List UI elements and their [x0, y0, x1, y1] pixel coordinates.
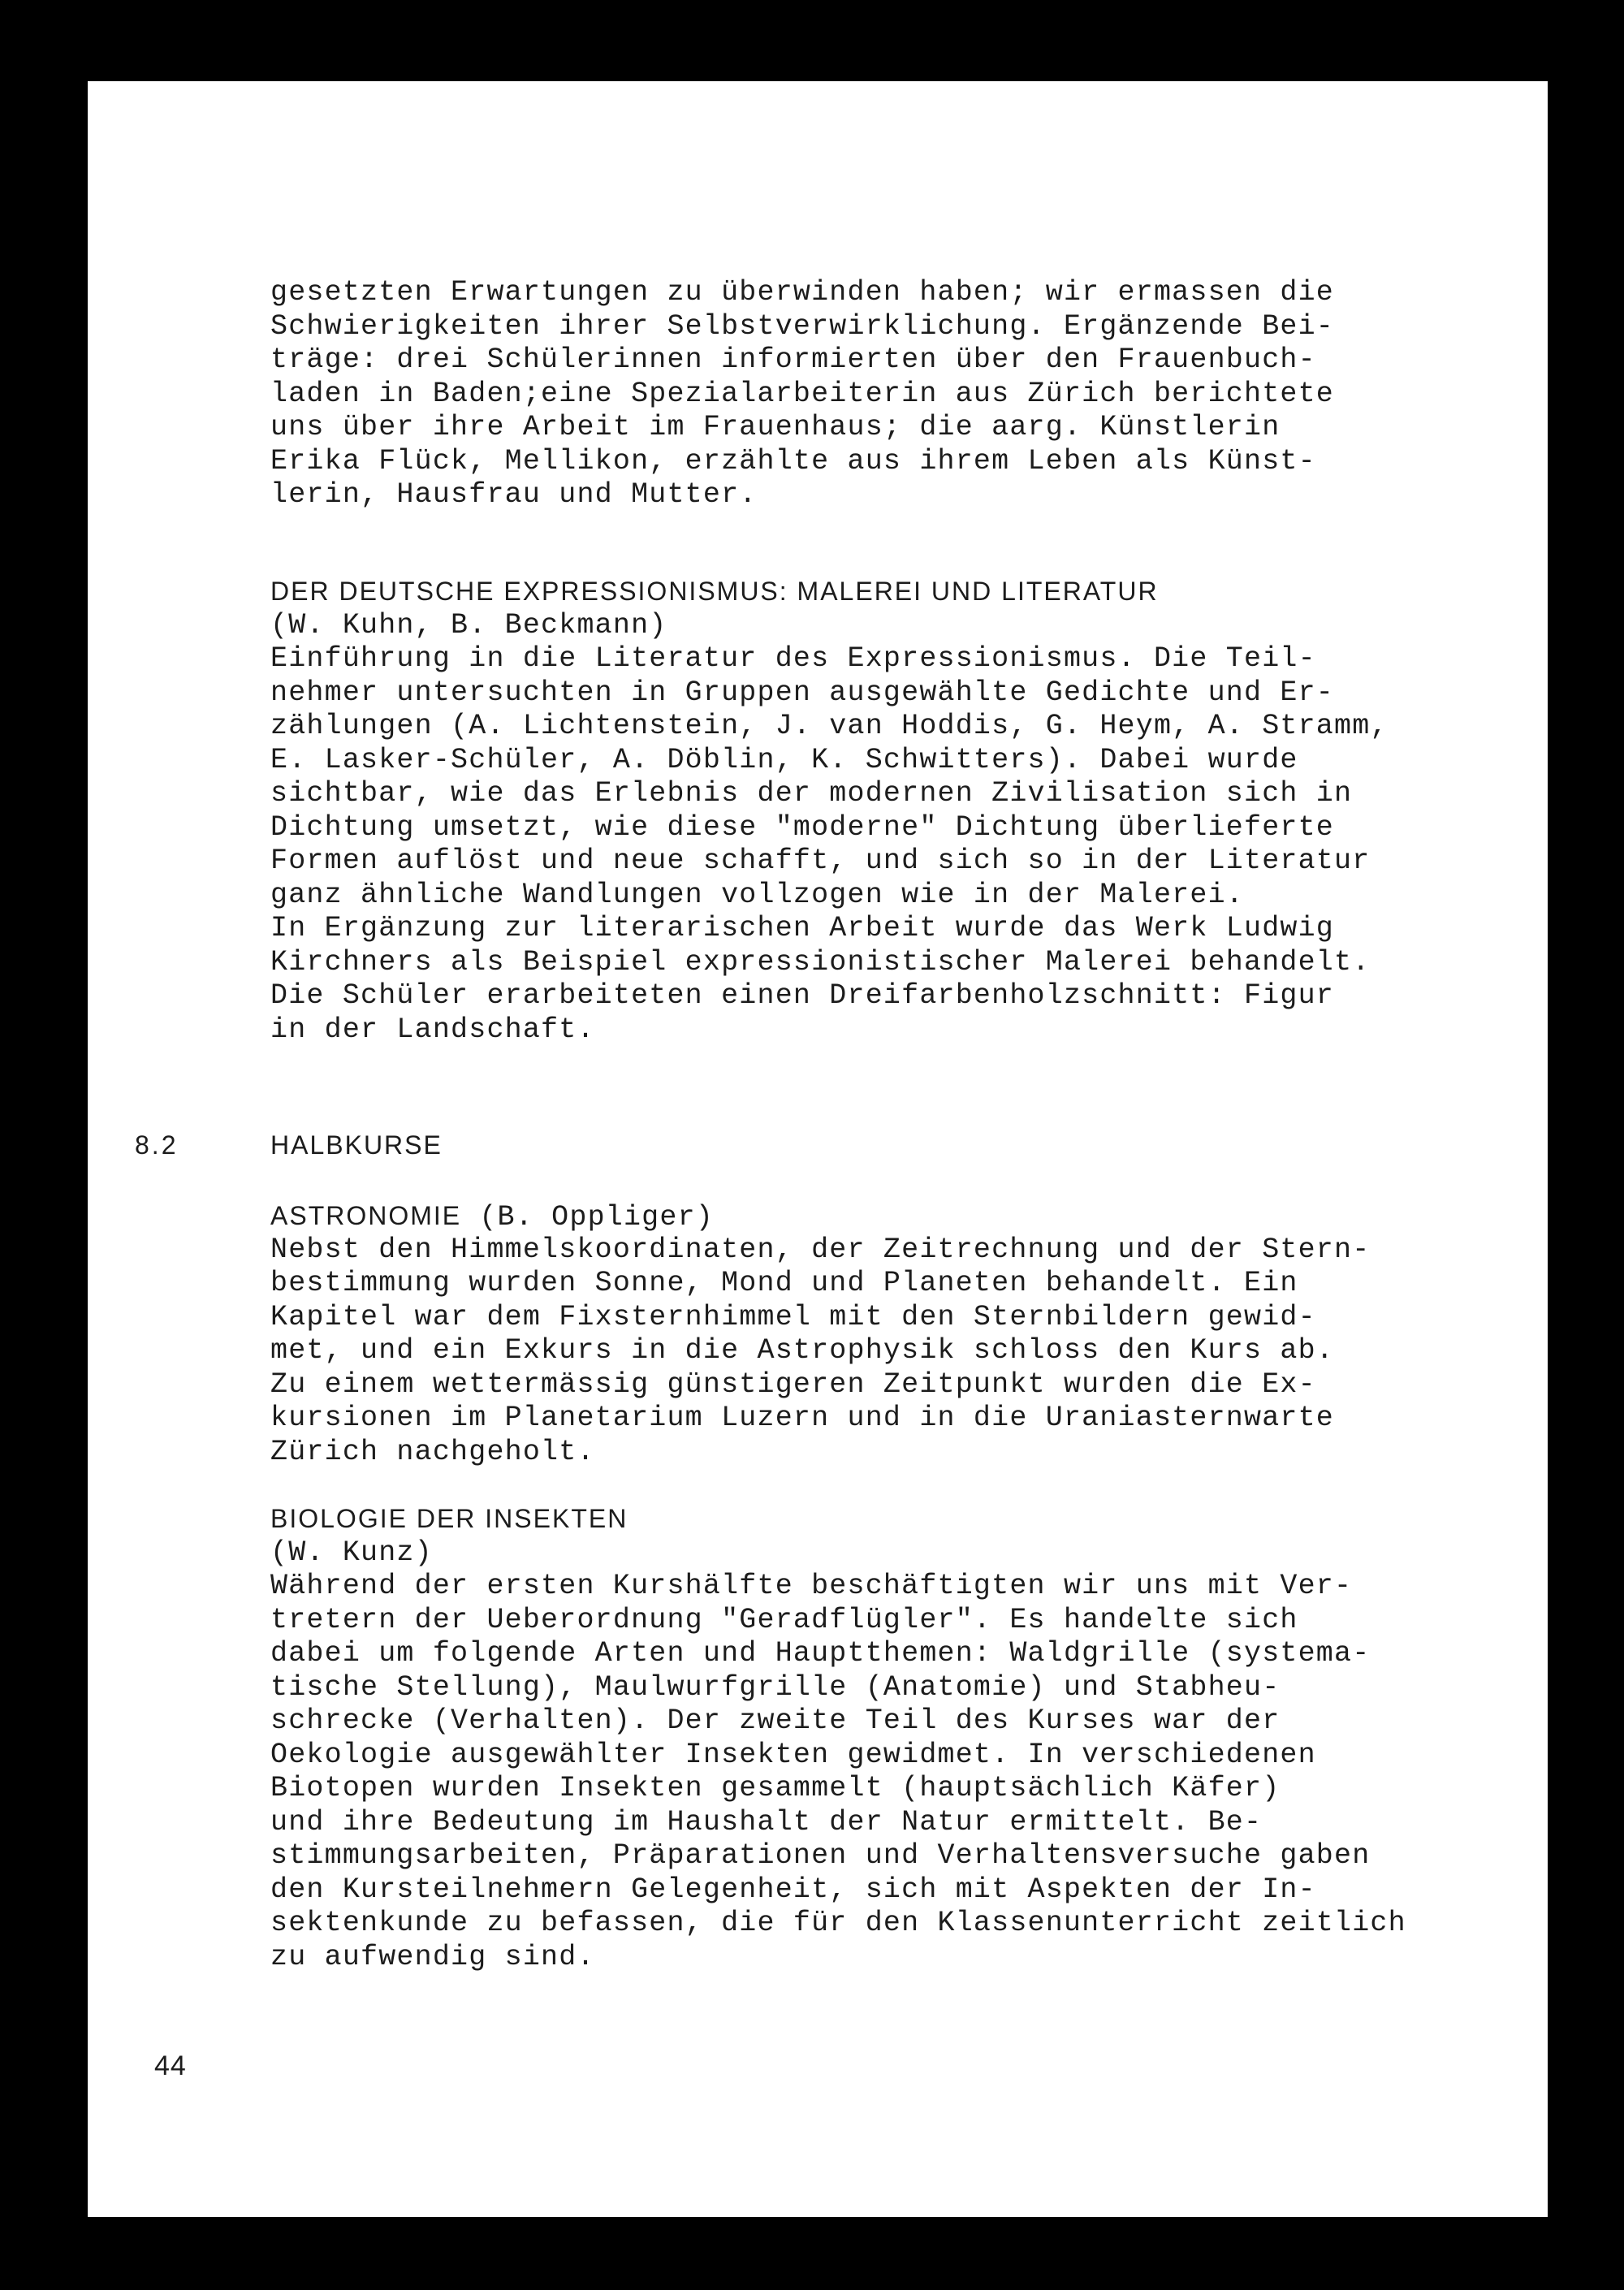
text-line: Zürich nachgeholt.	[270, 1435, 595, 1468]
course-title: ASTRONOMIE	[270, 1201, 462, 1230]
text-line: met, und ein Exkurs in die Astrophysik schloss den Kurs ab.	[270, 1334, 1335, 1367]
text-line: Formen auflöst und neue schafft, und sich so in der Literatur	[270, 845, 1371, 877]
text-line: zu aufwendig sind.	[270, 1940, 595, 1973]
course-heading-line	[270, 1199, 1570, 1234]
text-line: (W. Kuhn, B. Beckmann)	[270, 608, 667, 642]
course-author: (B. Oppliger)	[479, 1201, 714, 1234]
text-line: sektenkunde zu befassen, die für den Klassenunterricht zeitlich	[270, 1907, 1406, 1939]
text-line: Nebst den Himmelskoordinaten, der Zeitrechnung und der Stern-	[270, 1233, 1371, 1266]
text-line: Einführung in die Literatur des Expressionismus. Die Teil-	[270, 642, 1316, 675]
text-line: Kapitel war dem Fixsternhimmel mit den Sternbildern gewid-	[270, 1300, 1316, 1333]
astronomie-section	[270, 1199, 1570, 1469]
text-line: sichtbar, wie das Erlebnis der modernen Zivilisation sich in	[270, 777, 1353, 810]
section-title: HALBKURSE	[270, 1130, 443, 1160]
text-line: Zu einem wettermässig günstigeren Zeitpunkt wurden die Ex-	[270, 1368, 1316, 1401]
page-number: 44	[154, 2050, 187, 2081]
text-line: (W. Kunz)	[270, 1536, 433, 1569]
text-line: stimmungsarbeiten, Präparationen und Verhaltensversuche gaben	[270, 1839, 1371, 1872]
text-line: gesetzten Erwartungen zu überwinden haben; wir ermassen die	[270, 276, 1335, 309]
text-line: den Kursteilnehmern Gelegenheit, sich mit Aspekten der In-	[270, 1873, 1316, 1906]
text-line: nehmer untersuchten in Gruppen ausgewählte Gedichte und Er-	[270, 676, 1335, 709]
expressionismus-section	[270, 575, 1570, 1047]
text-line: lerin, Hausfrau und Mutter.	[270, 478, 758, 511]
text-line: tretern der Ueberordnung "Geradflügler". Es handelte sich	[270, 1603, 1298, 1636]
text-line: träge: drei Schülerinnen informierten über den Frauenbuch-	[270, 344, 1316, 376]
text-line: ganz ähnliche Wandlungen vollzogen wie in der Malerei.	[270, 878, 1244, 911]
text-line: In Ergänzung zur literarischen Arbeit wurde das Werk Ludwig	[270, 912, 1335, 944]
intro-paragraph	[270, 276, 1570, 512]
document-page	[88, 81, 1548, 2217]
section-number: 8.2	[135, 1130, 179, 1160]
text-line: Erika Flück, Mellikon, erzählte aus ihrem Leben als Künst-	[270, 444, 1316, 477]
text-line: schrecke (Verhalten). Der zweite Teil des Kurses war der	[270, 1705, 1281, 1737]
text-line: und ihre Bedeutung im Haushalt der Natur ermittelt. Be-	[270, 1805, 1263, 1838]
text-line: Kirchners als Beispiel expressionistischer Malerei behandelt.	[270, 945, 1371, 979]
text-line: dabei um folgende Arten und Hauptthemen: Waldgrille (systema-	[270, 1637, 1371, 1670]
text-line: Schwierigkeiten ihrer Selbstverwirklichung. Ergänzende Bei-	[270, 309, 1335, 343]
text-line: E. Lasker-Schüler, A. Döblin, K. Schwitters). Dabei wurde	[270, 743, 1298, 776]
text-line: Dichtung umsetzt, wie diese "moderne" Dichtung überlieferte	[270, 810, 1335, 844]
text-line: uns über ihre Arbeit im Frauenhaus; die aarg. Künstlerin	[270, 411, 1281, 443]
text-line: zählungen (A. Lichtenstein, J. van Hoddis, G. Heym, A. Stramm,	[270, 710, 1389, 742]
text-line: in der Landschaft.	[270, 1013, 595, 1046]
text-line: laden in Baden;eine Spezialarbeiterin aus Zürich berichtete	[270, 377, 1335, 410]
text-line: Während der ersten Kurshälfte beschäftigten wir uns mit Ver-	[270, 1570, 1353, 1602]
course-title: BIOLOGIE DER INSEKTEN	[270, 1504, 628, 1533]
text-line: tische Stellung), Maulwurfgrille (Anatomie) und Stabheu-	[270, 1670, 1281, 1704]
biologie-section	[270, 1502, 1570, 1974]
text-line: bestimmung wurden Sonne, Mond und Planeten behandelt. Ein	[270, 1267, 1298, 1299]
text-line: kursionen im Planetarium Luzern und in die Uraniasternwarte	[270, 1402, 1335, 1434]
course-title: DER DEUTSCHE EXPRESSIONISMUS: MALEREI UND LITERATUR	[270, 577, 1159, 606]
text-line: Die Schüler erarbeiteten einen Dreifarbenholzschnitt: Figur	[270, 979, 1335, 1012]
text-line: Oekologie ausgewählter Insekten gewidmet. In verschiedenen	[270, 1738, 1316, 1771]
text-line: Biotopen wurden Insekten gesammelt (hauptsächlich Käfer)	[270, 1772, 1281, 1804]
